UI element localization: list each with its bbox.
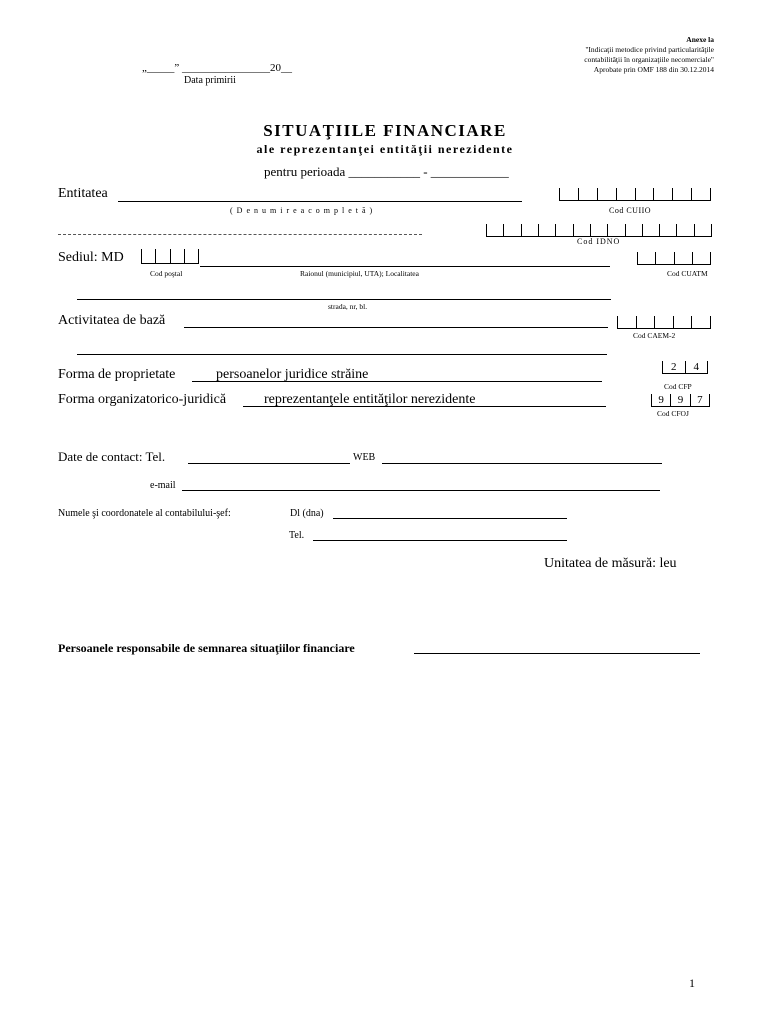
responsible-persons-input[interactable] — [414, 653, 700, 654]
legal-form-label: Forma organizatorico-juridică — [58, 392, 227, 407]
legal-form-value: reprezentanţele entităţilor nerezidente — [264, 392, 476, 407]
annex-line-3: contabilităţii în organizaţiile necomerciale" — [584, 55, 714, 64]
entity-name-continuation[interactable] — [58, 234, 422, 235]
responsible-persons-label: Persoanele responsabile de semnarea situaţiilor financiare — [58, 641, 355, 655]
cfp-code-box — [662, 361, 708, 374]
cfoj-digit-1: 9 — [652, 394, 671, 406]
cuatm-label: Cod CUATM — [667, 269, 708, 278]
accountant-name-input[interactable] — [333, 518, 567, 519]
idno-label: Cod IDNO — [577, 237, 621, 246]
street-label: strada, nr, bl. — [328, 302, 368, 311]
cuatm-code-cells[interactable] — [637, 252, 711, 265]
caem-code-cells[interactable] — [617, 316, 711, 329]
entity-label: Entitatea — [58, 186, 108, 201]
idno-code-cells[interactable] — [486, 224, 712, 237]
district-locality-input[interactable] — [200, 266, 610, 267]
annex-line-1: Anexe la — [686, 35, 714, 44]
contact-tel-label: Date de contact: Tel. — [58, 449, 166, 464]
contact-email-label: e-mail — [150, 480, 176, 491]
cfoj-digit-2: 9 — [671, 394, 690, 406]
page-number: 1 — [689, 976, 695, 990]
contact-email-input[interactable] — [182, 490, 660, 491]
street-input[interactable] — [77, 299, 611, 300]
period-field[interactable]: pentru perioada ___________ - ____________ — [264, 164, 509, 179]
postal-code-label: Cod poştal — [150, 269, 183, 278]
cuiio-label: Cod CUIIO — [609, 206, 652, 215]
cfp-label: Cod CFP — [664, 382, 692, 391]
entity-name-input[interactable] — [118, 201, 522, 202]
cuiio-code-cells[interactable] — [559, 188, 711, 201]
caem-label: Cod CAEM-2 — [633, 331, 676, 340]
accountant-tel-input[interactable] — [313, 540, 567, 541]
cfoj-code-box — [651, 394, 710, 407]
activity-input[interactable] — [184, 327, 608, 328]
entity-caption: ( D e n u m i r e a c o m p l e t ă ) — [230, 206, 374, 215]
postal-code-cells[interactable] — [141, 249, 199, 264]
contact-tel-input[interactable] — [188, 463, 350, 464]
seat-label: Sediul: MD — [58, 250, 124, 265]
ownership-label: Forma de proprietate — [58, 367, 176, 382]
page-subtitle: ale reprezentanţei entităţii nerezidente — [256, 142, 514, 156]
contact-web-label: WEB — [353, 452, 376, 463]
accountant-label: Numele şi coordonatele al contabilului-şef: — [58, 508, 231, 519]
cfp-digit-2: 4 — [693, 361, 699, 373]
receipt-date-field[interactable]: „_____” ________________20__ — [142, 62, 293, 74]
annex-line-4: Aprobate prin OMF 188 din 30.12.2014 — [593, 65, 714, 74]
unit-of-measure: Unitatea de măsură: leu — [544, 556, 677, 571]
contact-web-input[interactable] — [382, 463, 662, 464]
cfoj-label: Cod CFOJ — [657, 409, 689, 418]
page-title: SITUAŢIILE FINANCIARE — [263, 121, 507, 140]
activity-label: Activitatea de bază — [58, 313, 166, 328]
ownership-value: persoanelor juridice străine — [216, 367, 369, 382]
district-label: Raionul (municipiul, UTA); Localitatea — [300, 269, 419, 278]
accountant-name-label: Dl (dna) — [290, 508, 324, 519]
activity-continuation-input[interactable] — [77, 354, 607, 355]
cfoj-digit-3: 7 — [697, 394, 703, 406]
receipt-date-label: Data primirii — [184, 75, 236, 86]
annex-line-2: "Indicaţii metodice privind particularităţile — [585, 45, 714, 54]
accountant-tel-label: Tel. — [289, 530, 305, 541]
cfp-digit-1: 2 — [663, 361, 686, 373]
